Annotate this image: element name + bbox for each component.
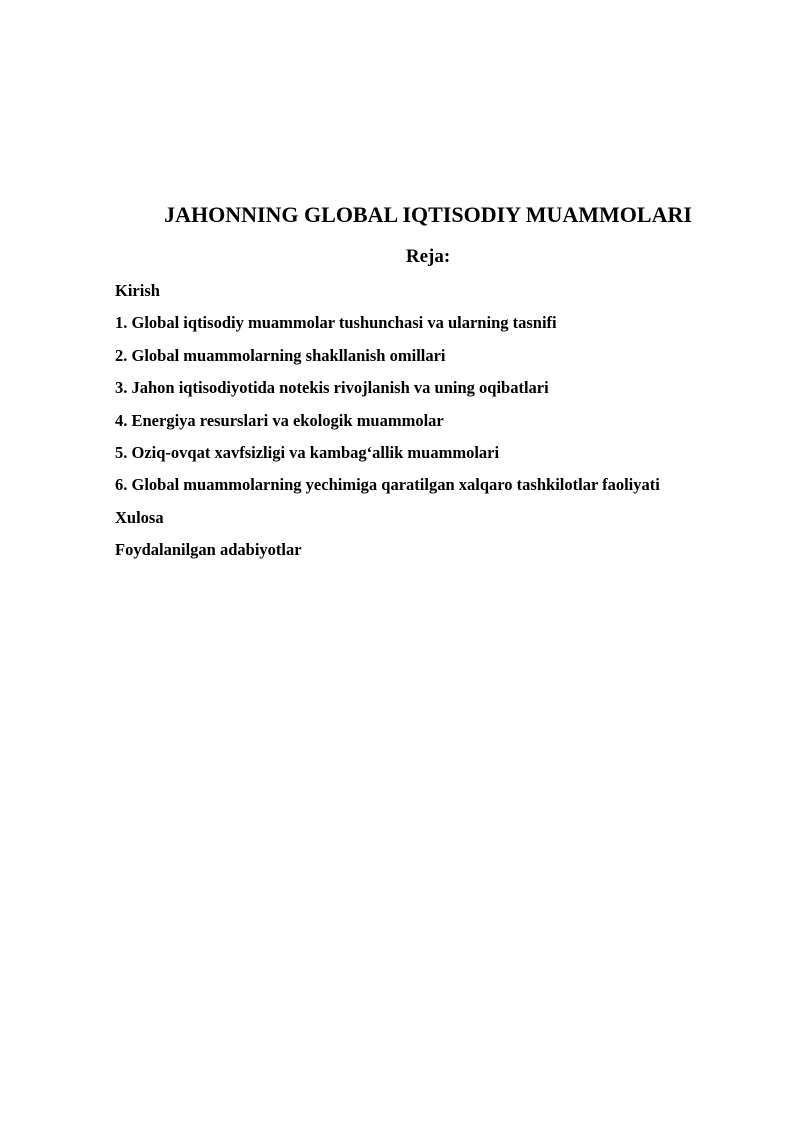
document-title: JAHONNING GLOBAL IQTISODIY MUAMMOLARI — [164, 202, 692, 227]
plan-item-3: 3. Jahon iqtisodiyotida notekis rivojlanish va uning oqibatlari — [115, 378, 549, 398]
plan-item-5: 5. Oziq-ovqat xavfsizligi va kambag‘allik muammolari — [115, 442, 500, 462]
plan-item-1: 1. Global iqtisodiy muammolar tushunchasi va ularning tasnifi — [115, 313, 557, 333]
plan-item-2: 2. Global muammolarning shakllanish omillari — [115, 345, 446, 365]
plan-item-6: 6. Global muammolarning yechimiga qaratilgan xalqaro tashkilotlar faoliyati — [115, 475, 660, 495]
plan-heading: Reja: — [405, 246, 451, 267]
plan-item-introduction: Kirish — [115, 281, 160, 300]
plan-item-4: 4. Energiya resurslari va ekologik muammolar — [115, 410, 444, 430]
plan-list — [115, 280, 660, 572]
plan-item-references: Foydalanilgan adabiyotlar — [115, 540, 302, 560]
plan-item-conclusion: Xulosa — [115, 507, 164, 527]
